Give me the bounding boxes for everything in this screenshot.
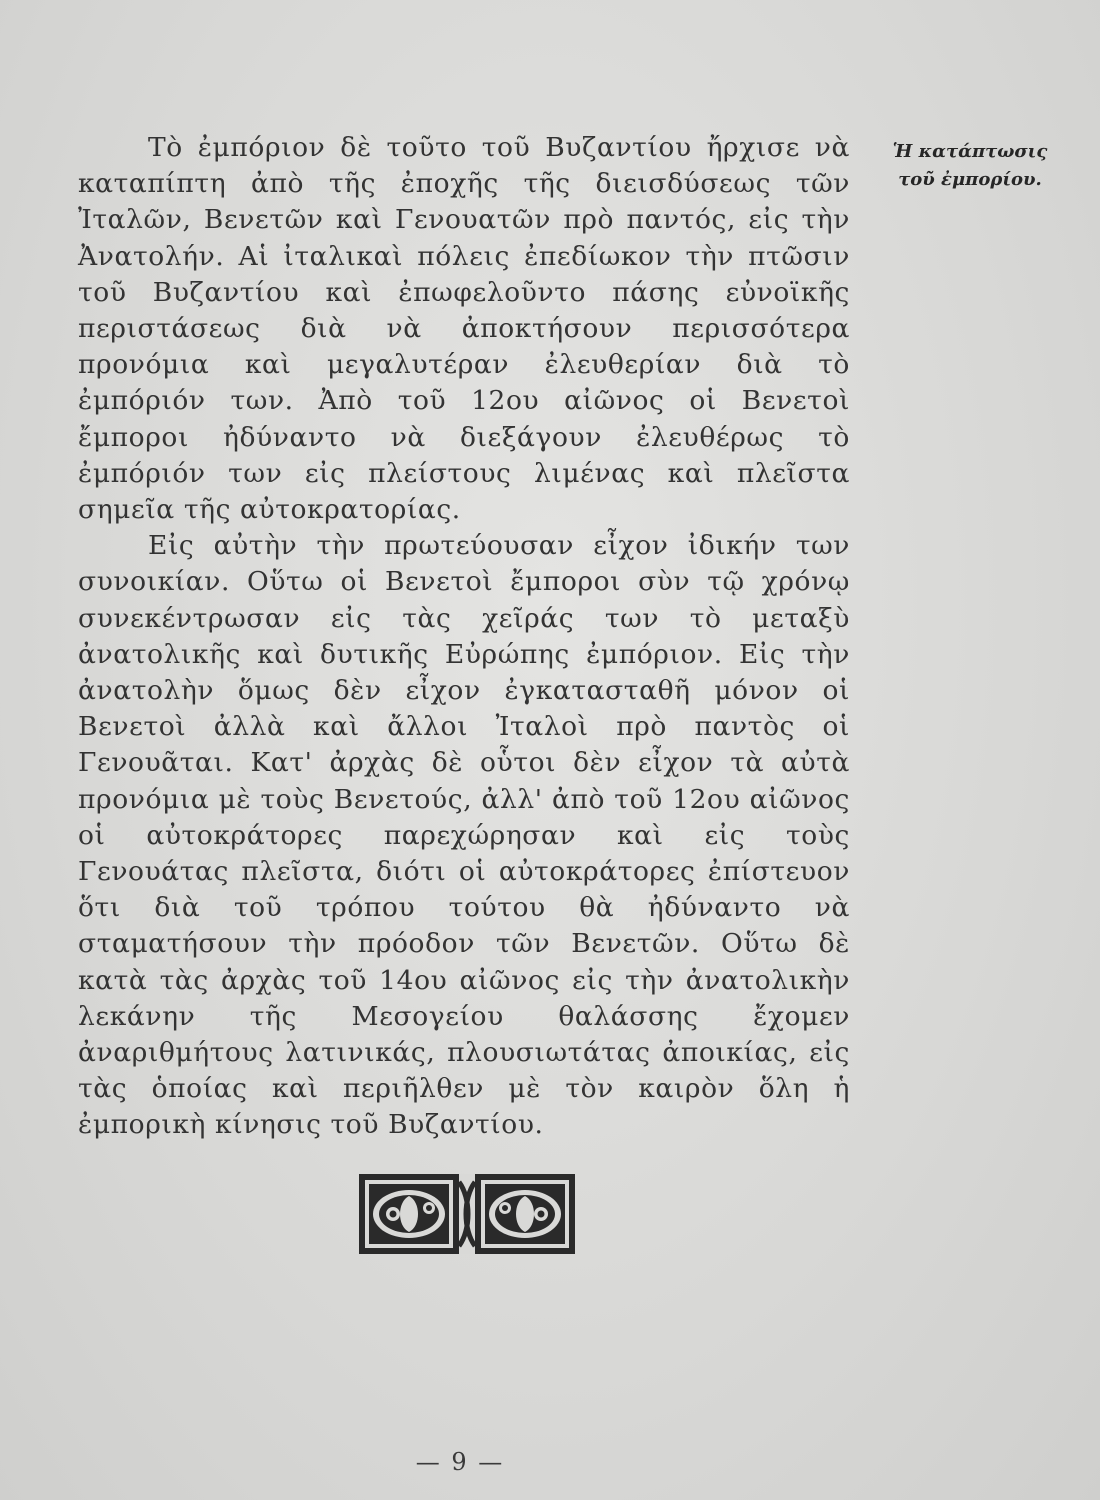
margin-note: [870, 138, 1070, 194]
paragraph-1: Τὸ ἐμπόριον δὲ τοῦτο τοῦ Βυζαντίου ἤρχισε νὰ καταπίπτη ἀπὸ τῆς ἐποχῆς τῆς διεισδύσεως τῶν Ἰταλῶν, Βενετῶν καὶ Γενουατῶν πρὸ παντός, εἰς τὴν Ἀνατολήν. Αἱ ἰταλικαὶ πόλεις ἐπεδίωκον τὴν πτῶσιν τοῦ Βυζαντίου καὶ ἐπωφελοῦντο πάσης εὐνοϊκῆς περιστάσεως διὰ νὰ ἀποκτήσουν περισσότερα προνόμια καὶ μεγαλυτέραν ἐλευθερίαν διὰ τὸ ἐμπόριόν των. Ἀπὸ τοῦ 12ου αἰῶνος οἱ Βενετοὶ ἔμποροι ἠδύναντο νὰ διεξάγουν ἐλευθέρως τὸ ἐμπόριόν των εἰς πλείστους λιμένας καὶ πλεῖστα σημεῖα τῆς αὐτοκρατορίας.: [78, 132, 850, 526]
main-text-column: [78, 130, 850, 1144]
paragraph-2: Εἰς αὐτὴν τὴν πρωτεύουσαν εἶχον ἰδικήν των συνοικίαν. Οὕτω οἱ Βενετοὶ ἔμποροι σὺν τῷ χρόνῳ συνεκέντρωσαν εἰς τὰς χεῖράς των τὸ μεταξὺ ἀνατολικῆς καὶ δυτικῆς Εὐρώπης ἐμπόριον. Εἰς τὴν ἀνατολὴν ὅμως δὲν εἶχον ἐγκατασταθῆ μόνον οἱ Βενετοὶ ἀλλὰ καὶ ἄλλοι Ἰταλοὶ πρὸ παντὸς οἱ Γενουᾶται. Κατ' ἀρχὰς δὲ οὗτοι δὲν εἶχον τὰ αὐτὰ προνόμια μὲ τοὺς Βενετούς, ἀλλ' ἀπὸ τοῦ 12ου αἰῶνος οἱ αὐτοκράτορες παρεχώρησαν καὶ εἰς τοὺς Γενουάτας πλεῖστα, διότι οἱ αὐτοκράτορες ἐπίστευον ὅτι διὰ τοῦ τρόπου τούτου θὰ ἠδύναντο νὰ σταματήσουν τὴν πρόοδον τῶν Βενετῶν. Οὕτω δὲ κατὰ τὰς ἀρχὰς τοῦ 14ου αἰῶνος εἰς τὴν ἀνατολικὴν λεκάνην τῆς Μεσογείου θαλάσσης ἔχομεν ἀναριθμήτους λατινικάς, πλουσιωτάτας ἀποικίας, εἰς τὰς ὁποίας καὶ περιῆλθεν μὲ τὸν καιρὸν ὅλη ἡ ἐμπορικὴ κίνησις τοῦ Βυζαντίου.: [78, 530, 850, 1141]
page-number: — 9 —: [415, 1448, 505, 1476]
margin-note-line-1: Ἡ κατάπτωσις: [892, 141, 1048, 162]
margin-note-line-2: τοῦ ἐμπορίου.: [898, 169, 1042, 190]
decorative-ornament-icon: [357, 1172, 577, 1256]
